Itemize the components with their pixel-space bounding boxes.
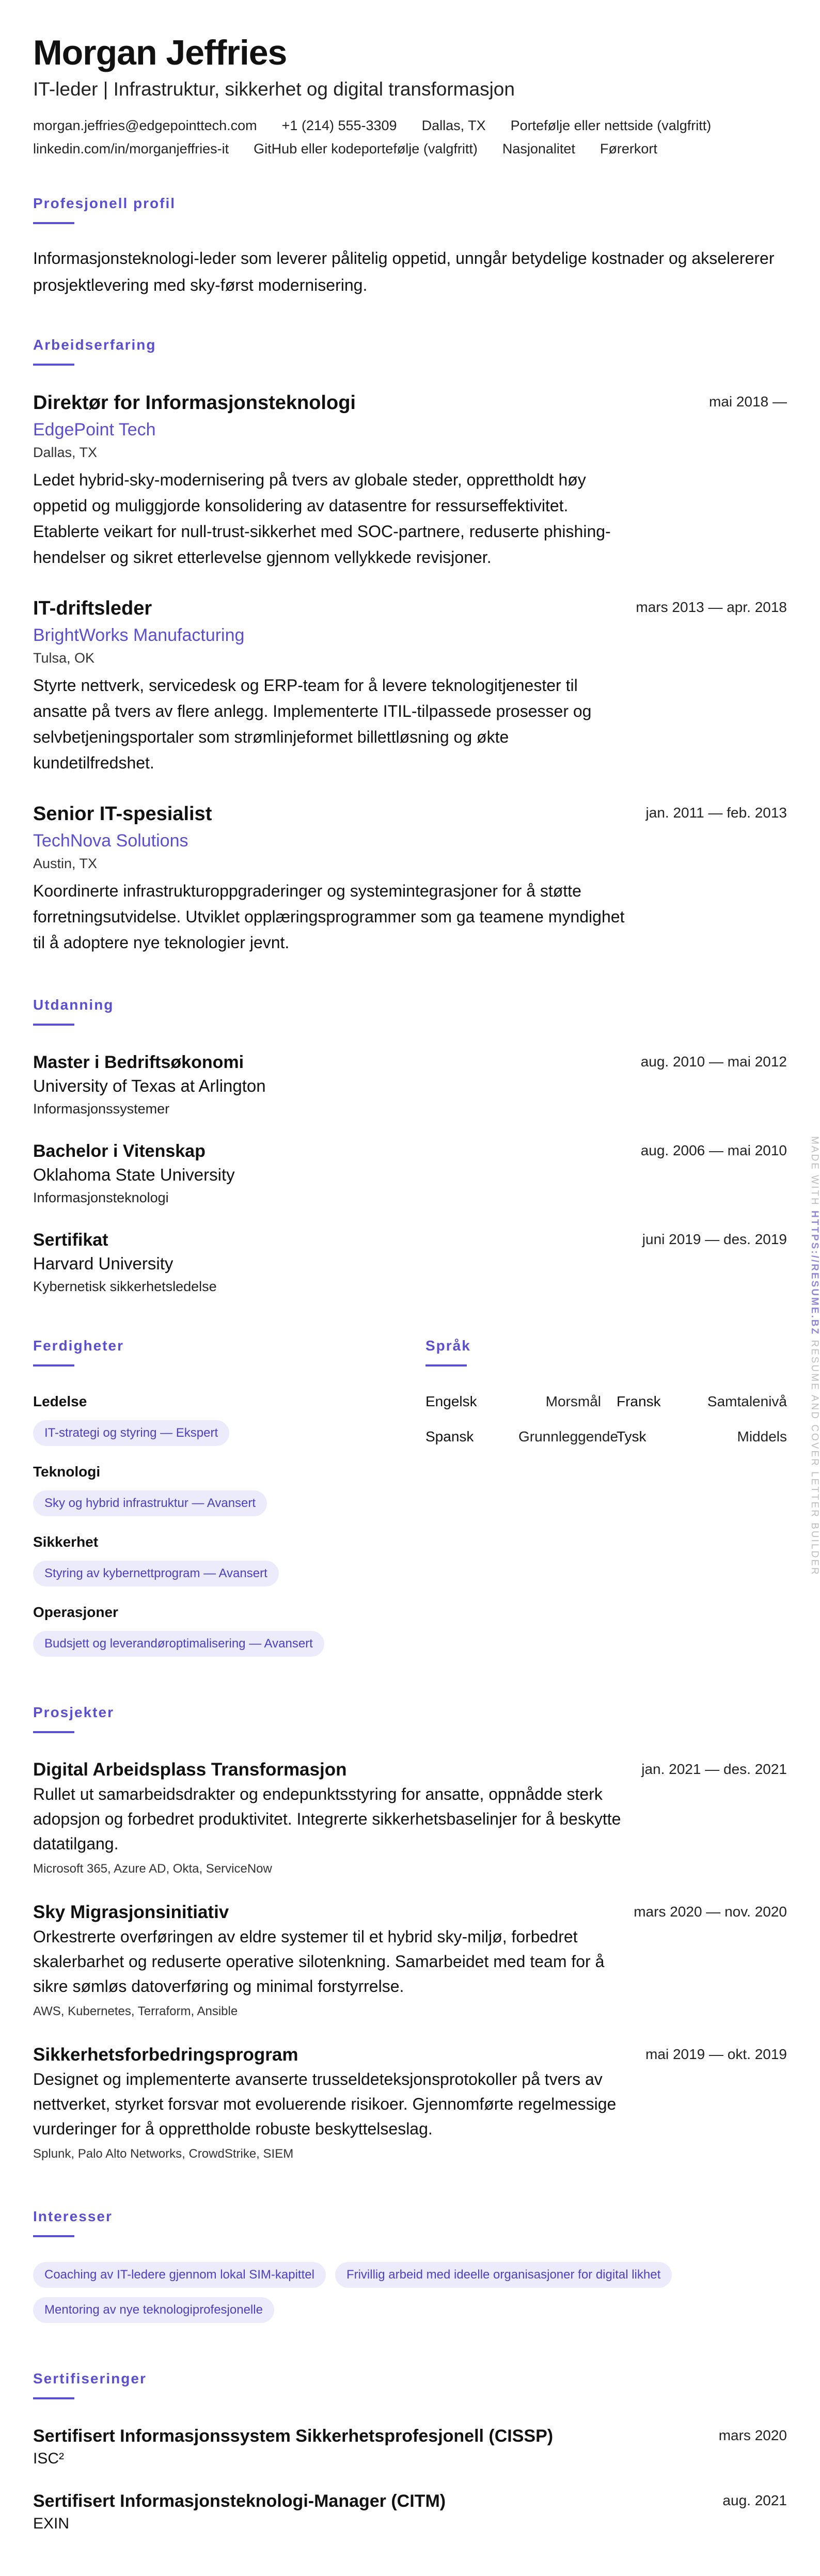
- section-title: Arbeidserfaring: [33, 337, 156, 353]
- certification-entry: [33, 2424, 787, 2470]
- language-name: Spansk: [425, 1428, 474, 1444]
- project-entry: [33, 1900, 787, 2021]
- project-tech: Splunk, Palo Alto Networks, CrowdStrike, SIEM: [33, 2147, 294, 2161]
- interest-list: [33, 2262, 777, 2323]
- job-date: mars 2013 — apr. 2018: [636, 599, 787, 615]
- profile-summary: Informasjonsteknologi-leder som leverer pålitelig oppetid, unngår betydelige kostnader og akselererer prosjektlevering med sky-først modernisering.: [33, 249, 775, 294]
- job-title: Direktør for Informasjonsteknologi: [33, 392, 356, 414]
- job-location: Austin, TX: [33, 856, 98, 871]
- section-title: Utdanning: [33, 997, 114, 1013]
- project-date: jan. 2021 — des. 2021: [641, 1761, 787, 1777]
- contact-github[interactable]: GitHub eller kodeportefølje (valgfritt): [254, 141, 478, 156]
- edu-date: aug. 2010 — mai 2012: [640, 1054, 787, 1070]
- contact-portfolio[interactable]: Portefølje eller nettside (valgfritt): [510, 118, 712, 133]
- experience-entry: [33, 390, 787, 570]
- edu-date: juni 2019 — des. 2019: [642, 1231, 787, 1247]
- cert-issuer: ISC²: [33, 2450, 64, 2467]
- skill-name: Sikkerhet: [33, 1534, 99, 1550]
- job-location: Tulsa, OK: [33, 650, 95, 666]
- section-title: Prosjekter: [33, 1704, 114, 1720]
- contact-location: Dallas, TX: [421, 118, 486, 133]
- section-title: Interesser: [33, 2208, 113, 2224]
- project-description: Rullet ut samarbeidsdrakter og endepunktsstyring for ansatte, oppnådde sterk adopsjon og forbedret produktivitet. Integrerte sikkerhetsbaselinjer for å beskytte datatilgang.: [33, 1785, 621, 1853]
- certification-entry: [33, 2489, 787, 2535]
- skill-chip: Sky og hybrid infrastruktur — Avansert: [33, 1490, 267, 1516]
- skill-group: [33, 1462, 425, 1516]
- section-divider: [33, 1731, 74, 1733]
- section-title: Språk: [425, 1338, 471, 1354]
- language-name: Tysk: [617, 1428, 646, 1444]
- skill-chip: IT-strategi og styring — Ekspert: [33, 1420, 229, 1446]
- experience-entry: [33, 802, 787, 955]
- language-level: Morsmål: [545, 1393, 601, 1409]
- project-description: Designet og implementerte avanserte trusseldeteksjonsprotokoller på tvers av nettverket, styrket forsvar mot evoluerende risikoer. Gjennomførte regelmessige vurderinger for å opprettholde robuste beskyttelseslag.: [33, 2070, 617, 2138]
- section-divider: [33, 2235, 74, 2237]
- job-date: jan. 2011 — feb. 2013: [645, 805, 787, 821]
- contact-linkedin[interactable]: linkedin.com/in/morganjeffries-it: [33, 141, 229, 156]
- skill-group: [33, 1391, 425, 1446]
- cert-issuer: EXIN: [33, 2515, 70, 2532]
- section-divider: [33, 1364, 74, 1366]
- language-list: [425, 1391, 787, 1447]
- education-section: [33, 996, 787, 1297]
- experience-entry: [33, 596, 787, 776]
- job-company: EdgePoint Tech: [33, 420, 156, 439]
- language-level: Samtalenivå: [707, 1393, 787, 1409]
- profile-section: [33, 194, 787, 299]
- cert-date: aug. 2021: [722, 2492, 787, 2508]
- education-entry: [33, 1228, 787, 1297]
- project-tech: Microsoft 365, Azure AD, Okta, ServiceNow: [33, 1862, 272, 1876]
- edu-degree: Bachelor i Vitenskap: [33, 1141, 206, 1161]
- contact-nationality: Nasjonalitet: [502, 141, 575, 156]
- job-description: Styrte nettverk, servicedesk og ERP-team for å levere teknologitjenester til ansatte på tvers av flere anlegg. Implementerte ITIL-tilpassede prosesser og selvbetjeningsportaler som strømlinjeformet billettløsning og økte kundetilfredshet.: [33, 676, 592, 772]
- job-title: Senior IT-spesialist: [33, 803, 212, 825]
- job-company: TechNova Solutions: [33, 831, 188, 851]
- section-title: Ferdigheter: [33, 1338, 124, 1354]
- skill-chip: Styring av kybernettprogram — Avansert: [33, 1561, 279, 1587]
- skill-name: Teknologi: [33, 1464, 101, 1480]
- project-title: Sikkerhetsforbedringsprogram: [33, 2045, 298, 2065]
- resume-page: [33, 32, 787, 2535]
- edu-date: aug. 2006 — mai 2010: [640, 1142, 787, 1158]
- project-entry: [33, 2043, 787, 2164]
- section-divider: [425, 1364, 467, 1366]
- projects-section: [33, 1703, 787, 2164]
- job-title: IT-driftsleder: [33, 598, 152, 619]
- education-entry: [33, 1139, 787, 1208]
- contact-phone[interactable]: +1 (214) 555-3309: [281, 118, 397, 133]
- language-name: Fransk: [617, 1393, 661, 1409]
- job-location: Dallas, TX: [33, 445, 98, 460]
- language-level: Middels: [737, 1428, 787, 1444]
- edu-degree: Sertifikat: [33, 1230, 108, 1250]
- section-divider: [33, 364, 74, 366]
- language-name: Engelsk: [425, 1393, 477, 1409]
- cert-title: Sertifisert Informasjonsteknologi-Manager (CITM): [33, 2491, 446, 2511]
- edu-school: University of Texas at Arlington: [33, 1076, 266, 1095]
- skill-group: [33, 1532, 425, 1587]
- experience-section: [33, 336, 787, 955]
- project-date: mai 2019 — okt. 2019: [645, 2046, 787, 2062]
- edu-degree: Master i Bedriftsøkonomi: [33, 1053, 244, 1072]
- section-divider: [33, 2397, 74, 2399]
- job-description: Koordinerte infrastrukturoppgraderinger og systemintegrasjoner for å støtte forretningsutvidelse. Utviklet opplæringsprogrammer som ga teamene myndighet til å adoptere nye teknologier jevnt.: [33, 882, 625, 952]
- skills-languages-section: [33, 1337, 787, 1657]
- candidate-headline: IT-leder | Infrastruktur, sikkerhet og digital transformasjon: [33, 78, 515, 100]
- cert-date: mars 2020: [718, 2427, 787, 2443]
- project-entry: [33, 1758, 787, 1879]
- interest-chip: Frivillig arbeid med ideelle organisasjoner for digital likhet: [335, 2262, 672, 2288]
- contact-drivers-license: Førerkort: [600, 141, 657, 156]
- job-company: BrightWorks Manufacturing: [33, 625, 245, 645]
- contact-email[interactable]: morgan.jeffries@edgepointtech.com: [33, 118, 257, 133]
- project-date: mars 2020 — nov. 2020: [634, 1904, 787, 1920]
- interests-section: [33, 2207, 787, 2323]
- resume-header: [33, 32, 787, 157]
- project-title: Sky Migrasjonsinitiativ: [33, 1902, 229, 1922]
- watermark-prefix: MADE WITH: [809, 1136, 820, 1206]
- edu-area: Kybernetisk sikkerhetsledelse: [33, 1279, 217, 1294]
- candidate-name: Morgan Jeffries: [33, 33, 287, 72]
- contact-list: [33, 118, 797, 157]
- watermark-suffix: RESUME AND COVER LETTER BUILDER: [809, 1340, 820, 1576]
- interest-chip: Coaching av IT-ledere gjennom lokal SIM-kapittel: [33, 2262, 326, 2288]
- job-description: Ledet hybrid-sky-modernisering på tvers av globale steder, opprettholdt høy oppetid og muliggjorde konsolidering av datasentre for ressurseffektivitet. Etablerte veikart for null-trust-sikkerhet med SOC-partnere, reduserte phishing-hendelser og sikret etterlevelse gjennom vellykkede revisjoner.: [33, 470, 611, 567]
- project-tech: AWS, Kubernetes, Terraform, Ansible: [33, 2004, 238, 2018]
- skill-group: [33, 1602, 425, 1657]
- edu-school: Harvard University: [33, 1254, 174, 1273]
- section-divider: [33, 1024, 74, 1026]
- section-title: Profesjonell profil: [33, 195, 176, 211]
- edu-school: Oklahoma State University: [33, 1165, 235, 1184]
- skill-name: Operasjoner: [33, 1604, 118, 1620]
- project-description: Orkestrerte overføringen av eldre systemer til et hybrid sky-miljø, forbedret skalerbarhet og reduserte operative silotenkning. Samarbeidet med team for å sikre sømløs datoverføring og minimal forstyrrelse.: [33, 1927, 605, 1996]
- section-divider: [33, 222, 74, 224]
- skills-column: [33, 1337, 425, 1657]
- interest-chip: Mentoring av nye teknologiprofesjonelle: [33, 2297, 274, 2323]
- skill-name: Ledelse: [33, 1393, 87, 1409]
- job-date: mai 2018 —: [709, 394, 787, 410]
- cert-title: Sertifisert Informasjonssystem Sikkerhetsprofesjonell (CISSP): [33, 2426, 554, 2446]
- watermark-link[interactable]: HTTPS://RESUME.BZ: [809, 1211, 820, 1336]
- language-level: Grunnleggende: [518, 1428, 619, 1444]
- skill-chip: Budsjett og leverandøroptimalisering — Avansert: [33, 1631, 324, 1657]
- edu-area: Informasjonsteknologi: [33, 1190, 169, 1205]
- certifications-section: [33, 2369, 787, 2535]
- section-title: Sertifiseringer: [33, 2370, 147, 2386]
- edu-area: Informasjonssystemer: [33, 1101, 170, 1117]
- project-title: Digital Arbeidsplass Transformasjon: [33, 1760, 347, 1780]
- education-entry: [33, 1050, 787, 1120]
- languages-column: [425, 1337, 787, 1657]
- builder-watermark: [809, 1136, 820, 1576]
